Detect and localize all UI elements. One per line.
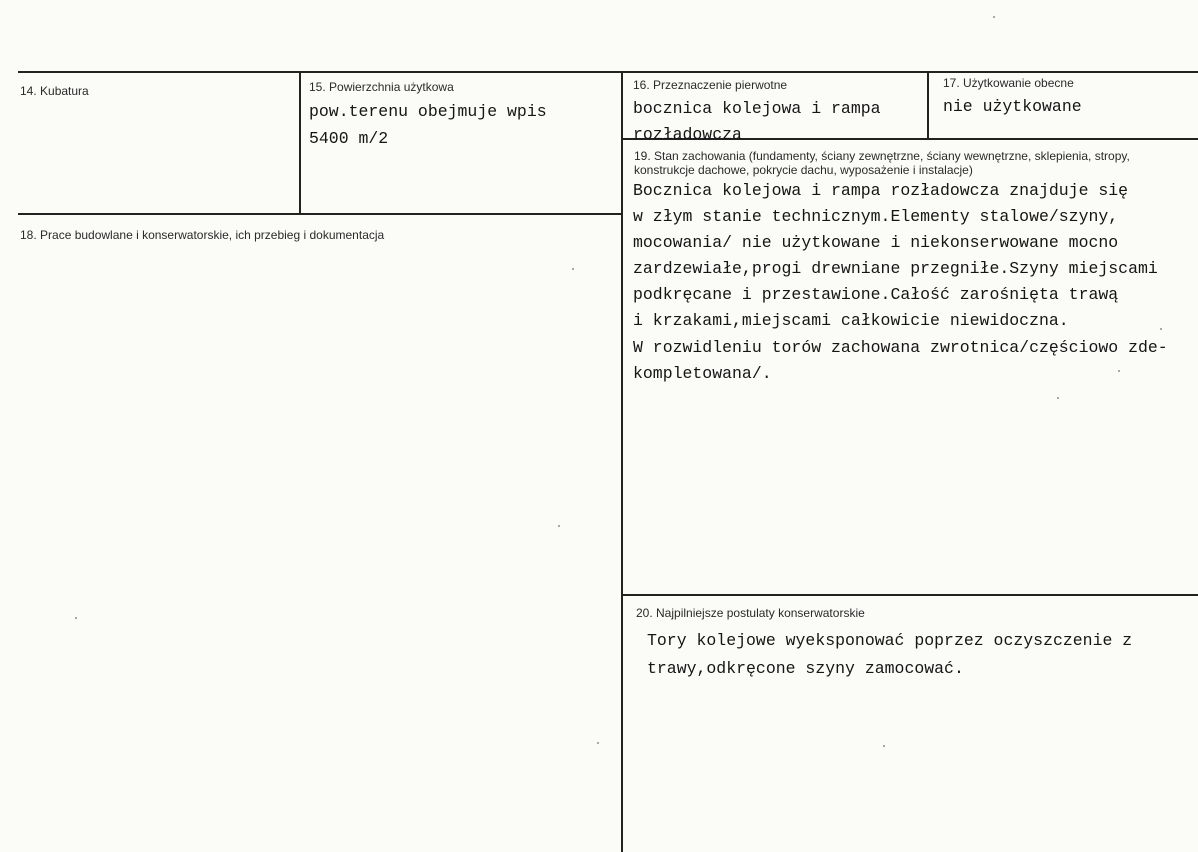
field-19-line: w złym stanie technicznym.Elementy stalowe/szyny, [633,207,1119,227]
field-16-line: bocznica kolejowa i rampa [633,99,881,118]
rule-under-15 [18,213,622,215]
field-19-line: i krzakami,miejscami całkowicie niewidoczna. [633,311,1069,331]
field-18-label: 18. Prace budowlane i konserwatorskie, ich przebieg i dokumentacja [20,228,385,242]
field-15-value [309,98,547,152]
field-19-line: mocowania/ nie użytkowane i niekonserwowane mocno [633,233,1119,253]
field-19-value [633,178,1168,387]
field-16-label: 16. Przeznaczenie pierwotne [633,78,788,92]
field-14-label: 14. Kubatura [20,84,89,98]
paper-speck [993,16,995,18]
field-19-line: podkręcane i przestawione.Całość zarośnięta trawą [633,285,1119,305]
rule-above-20 [622,594,1198,596]
field-19-label: 19. Stan zachowania (fundamenty, ściany zewnętrzne, ściany wewnętrzne, sklepienia, stropy, konstrukcje dachowe, pokrycie dachu, wyposażenie i instalacje) [634,149,1130,177]
paper-speck [597,742,599,744]
field-20-line: Tory kolejowe wyeksponować poprzez oczyszczenie z [647,631,1133,650]
paper-speck [572,268,574,270]
field-19-line: Bocznica kolejowa i rampa rozładowcza znajduje się [633,181,1129,200]
paper-speck [1160,328,1162,330]
field-20-line: trawy,odkręcone szyny zamocować. [647,659,964,678]
field-20-value [647,627,1132,683]
field-17-label: 17. Użytkowanie obecne [943,76,1074,90]
top-rule [18,71,1198,73]
field-17-value [943,94,1082,120]
paper-speck [883,745,885,747]
paper-speck [75,617,77,619]
field-19-line: kompletowana/. [633,363,772,383]
field-15-label: 15. Powierzchnia użytkowa [309,80,454,94]
field-19-line: W rozwidleniu torów zachowana zwrotnica/częściowo zde- [633,337,1168,357]
divider-14-15 [299,71,301,214]
paper-speck [1118,370,1120,372]
field-19-line: zardzewiałe,progi drewniane przegniłe.Szyny miejscami [633,259,1158,279]
field-20-label: 20. Najpilniejsze postulaty konserwatorskie [636,606,865,620]
paper-speck [558,525,560,527]
field-15-line: pow.terenu obejmuje wpis [309,102,547,121]
divider-16-17 [927,71,929,139]
field-16-value [633,96,881,148]
field-15-line: 5400 m/2 [309,129,389,148]
main-vertical-divider [621,71,623,852]
field-17-line: nie użytkowane [943,97,1082,116]
paper-speck [1057,397,1059,399]
field-16-line: rozładowcza [633,125,742,144]
